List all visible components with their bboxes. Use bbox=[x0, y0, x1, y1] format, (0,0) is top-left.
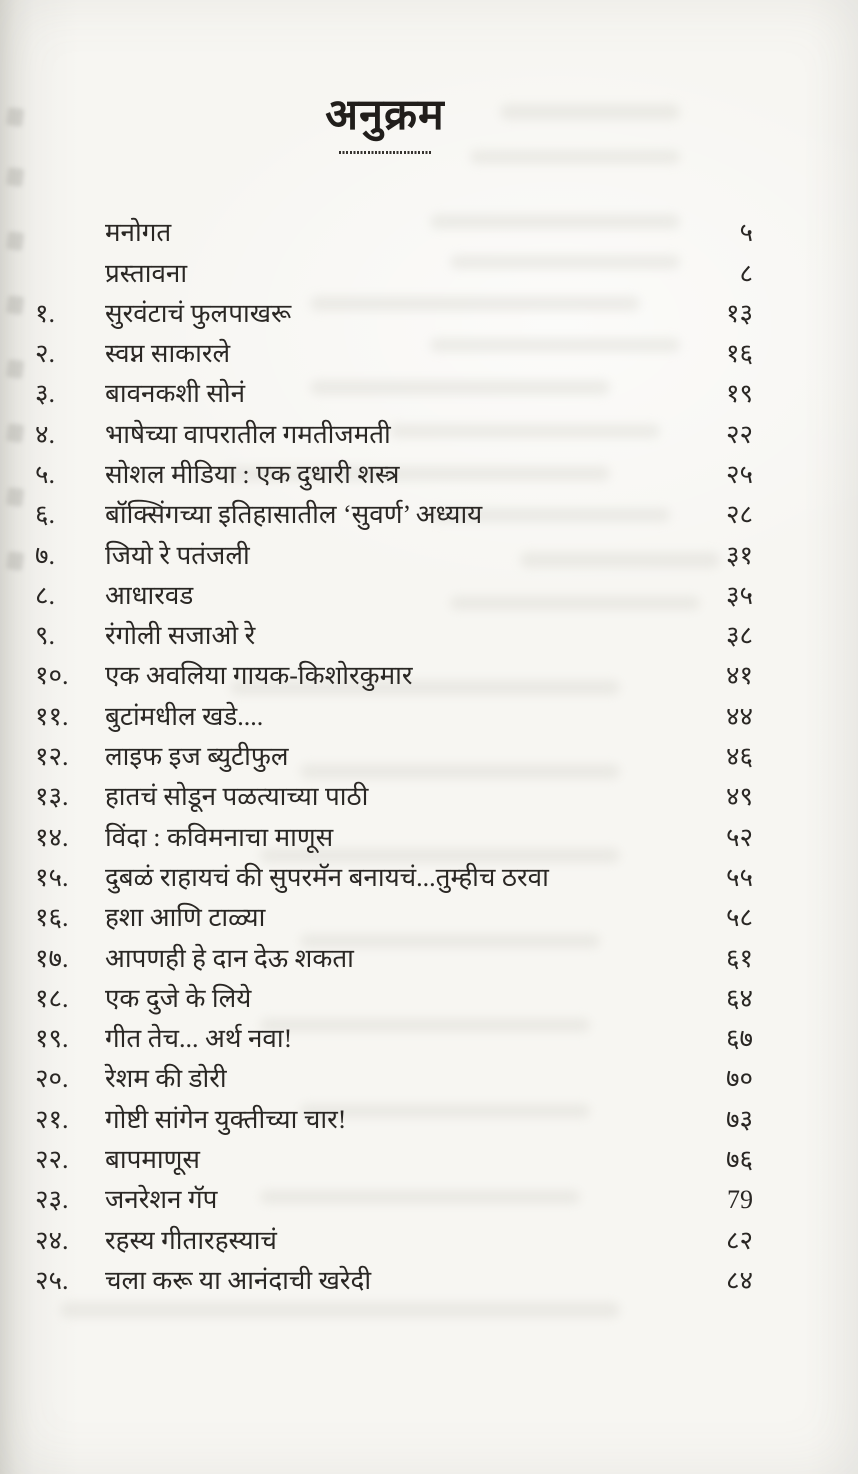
chapter-title: हातचं सोडून पळत्याच्या पाठी bbox=[105, 782, 369, 812]
page-number: १३ bbox=[725, 298, 753, 328]
page-number: ६४ bbox=[725, 983, 753, 1013]
chapter-title: बापमाणूस bbox=[105, 1145, 201, 1175]
chapter-title: सुरवंटाचं फुलपाखरू bbox=[105, 298, 292, 328]
toc-row bbox=[35, 1019, 753, 1059]
toc-row bbox=[35, 898, 753, 938]
toc-row bbox=[35, 374, 753, 414]
toc-row bbox=[35, 334, 753, 374]
page-number: २२ bbox=[725, 419, 753, 449]
toc-row bbox=[35, 294, 753, 334]
page-number: ५५ bbox=[725, 862, 753, 892]
toc-row bbox=[35, 576, 753, 616]
chapter-number: १९. bbox=[35, 1024, 69, 1054]
page-number: ३५ bbox=[725, 580, 753, 610]
page-number: ४१ bbox=[725, 661, 753, 691]
toc-row bbox=[35, 213, 753, 253]
toc-row bbox=[35, 979, 753, 1019]
page-number: २५ bbox=[725, 459, 753, 489]
chapter-title: मनोगत bbox=[105, 218, 172, 248]
bleedthrough-smudge bbox=[60, 1302, 620, 1318]
chapter-title: जियो रे पतंजली bbox=[105, 540, 250, 570]
chapter-title: आपणही हे दान देऊ शकता bbox=[105, 943, 354, 973]
chapter-title: लाइफ इज ब्युटीफुल bbox=[105, 742, 289, 772]
chapter-number: १८. bbox=[35, 983, 69, 1013]
chapter-number: १७. bbox=[35, 943, 69, 973]
toc-row bbox=[35, 1180, 753, 1220]
chapter-title: दुबळं राहायचं की सुपरमॅन बनायचं...तुम्हीच ठरवा bbox=[105, 862, 549, 892]
chapter-number: १. bbox=[35, 298, 56, 328]
page-number: ७३ bbox=[725, 1104, 753, 1134]
toc-row bbox=[35, 535, 753, 575]
page-number: १६ bbox=[725, 339, 753, 369]
page-number: ७० bbox=[725, 1064, 753, 1094]
toc-row bbox=[35, 656, 753, 696]
page-number: ७६ bbox=[725, 1145, 753, 1175]
chapter-title: हशा आणि टाळ्या bbox=[105, 903, 266, 933]
chapter-number: १३. bbox=[35, 782, 69, 812]
bleedthrough-edge-mark bbox=[6, 423, 24, 443]
dotted-divider bbox=[339, 151, 431, 154]
chapter-number: २२. bbox=[35, 1145, 69, 1175]
toc-row bbox=[35, 938, 753, 978]
chapter-title: बुटांमधील खडे.... bbox=[105, 701, 264, 731]
chapter-number: २. bbox=[35, 339, 56, 369]
chapter-number: २५. bbox=[35, 1265, 69, 1295]
chapter-title: चला करू या आनंदाची खरेदी bbox=[105, 1265, 372, 1295]
toc-row bbox=[35, 817, 753, 857]
chapter-number: ७. bbox=[35, 540, 56, 570]
chapter-number: १०. bbox=[35, 661, 69, 691]
page-number: ४९ bbox=[725, 782, 753, 812]
page-number: ५२ bbox=[725, 822, 753, 852]
chapter-number: १५. bbox=[35, 862, 69, 892]
toc-row bbox=[35, 495, 753, 535]
page-number: ४४ bbox=[725, 701, 753, 731]
page-number: ३१ bbox=[725, 540, 753, 570]
bleedthrough-edge-mark bbox=[6, 231, 24, 251]
chapter-title: आधारवड bbox=[105, 580, 194, 610]
toc-row bbox=[35, 1140, 753, 1180]
chapter-title: स्वप्न साकारले bbox=[105, 339, 231, 369]
chapter-number: ६. bbox=[35, 500, 56, 530]
page-number: ६७ bbox=[725, 1024, 753, 1054]
chapter-title: गोष्टी सांगेन युक्तीच्या चार! bbox=[105, 1104, 347, 1134]
page-title: अनुक्रम bbox=[325, 92, 445, 139]
toc-header bbox=[0, 92, 770, 154]
toc-row bbox=[35, 1261, 753, 1301]
page-number: ४६ bbox=[725, 742, 753, 772]
chapter-number: ४. bbox=[35, 419, 56, 449]
chapter-title: बावनकशी सोनं bbox=[105, 379, 246, 409]
chapter-number: १२. bbox=[35, 742, 69, 772]
chapter-number: २१. bbox=[35, 1104, 69, 1134]
page-number: ८४ bbox=[725, 1265, 753, 1295]
chapter-title: रेशम की डोरी bbox=[105, 1064, 227, 1094]
page-number: ८२ bbox=[725, 1225, 753, 1255]
chapter-title: एक अवलिया गायक-किशोरकुमार bbox=[105, 661, 413, 691]
bleedthrough-edge-mark bbox=[6, 359, 24, 379]
chapter-title: गीत तेच... अर्थ नवा! bbox=[105, 1024, 293, 1054]
bleedthrough-edge-mark bbox=[6, 551, 24, 571]
chapter-title: विंदा : कविमनाचा माणूस bbox=[105, 822, 334, 852]
chapter-title: एक दुजे के लिये bbox=[105, 983, 252, 1013]
toc-list bbox=[35, 213, 753, 1301]
chapter-number: १६. bbox=[35, 903, 69, 933]
toc-row bbox=[35, 1220, 753, 1260]
page-number: 79 bbox=[727, 1185, 753, 1215]
chapter-number: ९. bbox=[35, 621, 56, 651]
page-number: २८ bbox=[725, 500, 753, 530]
toc-row bbox=[35, 858, 753, 898]
page-number: ६१ bbox=[725, 943, 753, 973]
toc-row bbox=[35, 737, 753, 777]
chapter-title: भाषेच्या वापरातील गमतीजमती bbox=[105, 419, 391, 449]
chapter-title: जनरेशन गॅप bbox=[105, 1185, 218, 1215]
chapter-title: सोशल मीडिया : एक दुधारी शस्त्र bbox=[105, 459, 400, 489]
toc-row bbox=[35, 777, 753, 817]
page-number: १९ bbox=[725, 379, 753, 409]
page-number: ८ bbox=[739, 258, 753, 288]
toc-row bbox=[35, 1100, 753, 1140]
toc-row bbox=[35, 253, 753, 293]
chapter-number: ५. bbox=[35, 459, 56, 489]
chapter-number: २०. bbox=[35, 1064, 69, 1094]
toc-row bbox=[35, 616, 753, 656]
chapter-title: रंगोली सजाओ रे bbox=[105, 621, 256, 651]
bleedthrough-edge-mark bbox=[6, 487, 24, 507]
chapter-number: २३. bbox=[35, 1185, 69, 1215]
toc-row bbox=[35, 697, 753, 737]
toc-row bbox=[35, 414, 753, 454]
chapter-title: रहस्य गीतारहस्याचं bbox=[105, 1225, 277, 1255]
bleedthrough-edge-mark bbox=[6, 167, 24, 187]
chapter-number: ३. bbox=[35, 379, 56, 409]
chapter-title: प्रस्तावना bbox=[105, 258, 188, 288]
bleedthrough-edge-mark bbox=[6, 295, 24, 315]
page-number: ३८ bbox=[725, 621, 753, 651]
toc-row bbox=[35, 1059, 753, 1099]
page-number: ५८ bbox=[725, 903, 753, 933]
chapter-number: २४. bbox=[35, 1225, 69, 1255]
chapter-number: ८. bbox=[35, 580, 56, 610]
chapter-number: १४. bbox=[35, 822, 69, 852]
chapter-title: बॉक्सिंगच्या इतिहासातील ‘सुवर्ण’ अध्याय bbox=[105, 500, 483, 530]
page-number: ५ bbox=[739, 218, 753, 248]
chapter-number: ११. bbox=[35, 701, 69, 731]
toc-row bbox=[35, 455, 753, 495]
